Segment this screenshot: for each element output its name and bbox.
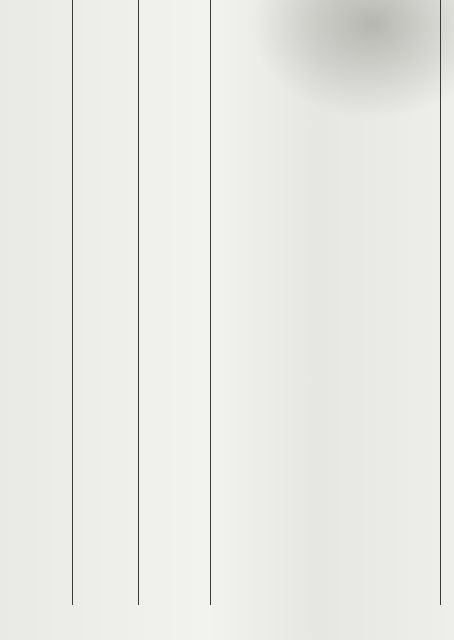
column-divider-2 <box>138 0 139 605</box>
column-divider-1 <box>72 0 73 605</box>
column-divider-4 <box>440 0 441 605</box>
header-row-2 <box>0 0 454 15</box>
column-divider-3 <box>210 0 211 605</box>
